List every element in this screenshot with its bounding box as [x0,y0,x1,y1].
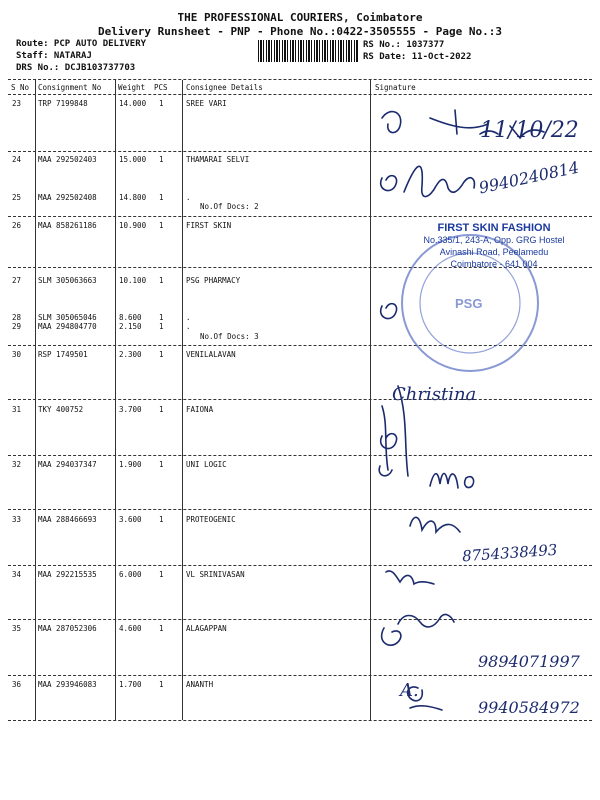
col-header-signature: Signature [375,83,416,92]
cell-consignment: SLM 305065046 [38,313,97,322]
col-header-sno: S No [11,83,30,92]
cell-sno: 33 [12,515,22,524]
cell-consignment: MAA 294804770 [38,322,97,331]
cell-consignee: FAIONA [186,405,214,414]
cell-weight: 1.900 [119,460,142,469]
cell-sno: 25 [12,193,22,202]
cell-consignment: MAA 294037347 [38,460,97,469]
barcode [258,40,358,62]
cell-weight: 3.700 [119,405,142,414]
rs-number: RS No.: 1037377 [363,40,445,50]
cell-pcs: 1 [159,405,164,414]
signature-mark [404,166,474,196]
signature-phone: 9940240814 [477,157,581,198]
cell-pcs: 1 [159,276,164,285]
signature-date-scrawl: 11/10/22 [480,118,579,143]
page-subtitle: Delivery Runsheet - PNP - Phone No.:0422-3505555 - Page No.:3 [98,25,502,38]
cell-weight: 10.900 [119,221,147,230]
cell-sno: 26 [12,221,22,230]
signature-name: Christina [392,384,477,405]
signature-mark [382,628,401,645]
stamp-address-line: Coimbatore - 641 004 [450,259,538,269]
staff-label: Staff: NATARAJ [16,51,92,61]
cell-weight: 10.100 [119,276,147,285]
cell-pcs: 1 [159,570,164,579]
drs-label: DRS No.: DCJB103737703 [16,63,136,73]
cell-consignee: FIRST SKIN [186,221,232,230]
cell-consignee: VL SRINIVASAN [186,570,245,579]
rs-date: RS Date: 11-Oct-2022 [363,52,472,62]
cell-sno: 27 [12,276,22,285]
col-header-consignee: Consignee Details [186,83,263,92]
cell-weight: 15.000 [119,155,147,164]
cell-sno: 36 [12,680,22,689]
signature-mark [381,176,397,191]
cell-weight: 14.800 [119,193,147,202]
cell-pcs: 1 [159,99,164,108]
col-header-consignment: Consignment No [38,83,102,92]
cell-consignee: THAMARAI SELVI [186,155,250,164]
cell-docs-count: No.Of Docs: 2 [200,202,259,211]
cell-consignee: PSG PHARMACY [186,276,241,285]
cell-consignment: MAA 858261186 [38,221,97,230]
cell-pcs: 1 [159,350,164,359]
column-divider [35,80,36,720]
cell-consignment: MAA 292502408 [38,193,97,202]
cell-sno: 29 [12,322,22,331]
cell-consignee: PROTEOGENIC [186,515,236,524]
cell-consignee: SREE VARI [186,99,227,108]
cell-weight: 8.600 [119,313,142,322]
cell-consignee: . [186,193,191,202]
signature-mark [410,517,460,532]
signature-mark [398,615,454,627]
cell-consignment: RSP 1749501 [38,350,88,359]
cell-pcs: 1 [159,313,164,322]
cell-consignee: ANANTH [186,680,214,689]
signature-mark [381,304,397,319]
cell-consignee: . [186,313,191,322]
cell-consignment: TRP 7199848 [38,99,88,108]
cell-weight: 6.000 [119,570,142,579]
signature-mark [430,474,474,489]
cell-pcs: 1 [159,193,164,202]
cell-weight: 2.150 [119,322,142,331]
column-divider [182,80,183,720]
cell-pcs: 1 [159,460,164,469]
cell-weight: 1.700 [119,680,142,689]
cell-consignee: . [186,322,191,331]
col-header-weight: Weight [118,83,146,92]
cell-pcs: 1 [159,221,164,230]
stamp-address-line: No.335/1, 243-A, Opp. GRG Hostel [423,235,565,245]
page-title: THE PROFESSIONAL COURIERS, Coimbatore [177,11,423,24]
cell-weight: 3.600 [119,515,142,524]
cell-sno: 31 [12,405,22,414]
table-header-rule [8,94,592,95]
signature-phone: 9894071997 [478,652,580,671]
signature-phone: 9940584972 [478,698,580,717]
cell-consignment: MAA 293946083 [38,680,97,689]
cell-consignee: UNI LOGIC [186,460,227,469]
col-header-pcs: PCS [154,83,168,92]
cell-weight: 4.600 [119,624,142,633]
cell-consignee: VENILALAVAN [186,350,236,359]
cell-pcs: 1 [159,515,164,524]
cell-pcs: 1 [159,624,164,633]
cell-sno: 34 [12,570,22,579]
cell-sno: 32 [12,460,22,469]
cell-consignment: SLM 305063663 [38,276,97,285]
stamp-address-line: Avinashi Road, Peelamedu [439,247,549,257]
stamp-center-text: PSG [455,296,483,311]
cell-consignment: MAA 292502403 [38,155,97,164]
cell-sno: 35 [12,624,22,633]
cell-weight: 2.300 [119,350,142,359]
column-divider [115,80,116,720]
table-top-rule [8,79,592,80]
cell-consignee: ALAGAPPAN [186,624,227,633]
signature-phone: 8754338493 [461,540,558,566]
cell-pcs: 1 [159,155,164,164]
cell-consignment: MAA 288466693 [38,515,97,524]
cell-weight: 14.000 [119,99,147,108]
signature-initial: A. [400,680,419,701]
cell-pcs: 1 [159,680,164,689]
cell-sno: 28 [12,313,22,322]
cell-pcs: 1 [159,322,164,331]
route-label: Route: PCP AUTO DELIVERY [16,39,147,49]
cell-consignment: MAA 287052306 [38,624,97,633]
cell-docs-count: No.Of Docs: 3 [200,332,259,341]
table-bottom-rule [8,720,592,721]
cell-sno: 24 [12,155,22,164]
cell-sno: 23 [12,99,22,108]
cell-consignment: MAA 292215535 [38,570,97,579]
stamp-company-name: FIRST SKIN FASHION [437,222,551,234]
cell-sno: 30 [12,350,22,359]
cell-consignment: TKY 400752 [38,405,84,414]
signature-mark [386,571,434,584]
signature-mark [382,112,401,133]
